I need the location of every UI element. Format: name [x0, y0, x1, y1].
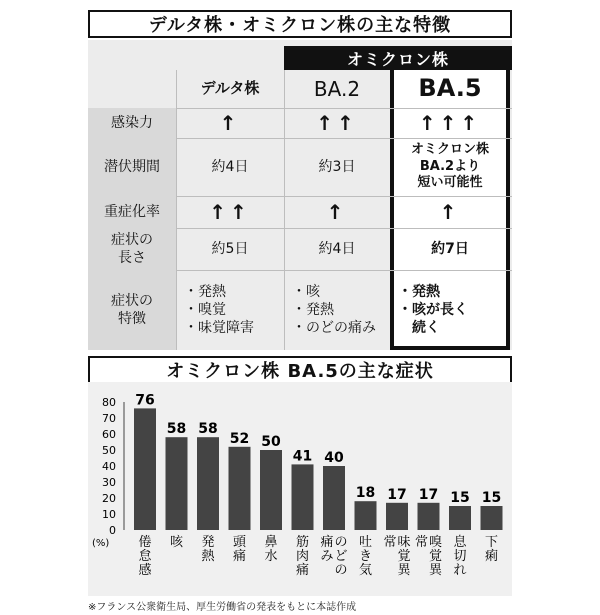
bar-value-label: 41 — [292, 448, 313, 465]
bar-8 — [386, 503, 408, 530]
bar-value-label: 15 — [450, 490, 470, 506]
chart-canvas — [88, 382, 512, 596]
y-tick-label: 0 — [109, 524, 116, 537]
bar-0 — [134, 408, 156, 530]
col-header-ba5: BA.5 — [418, 74, 482, 103]
col-header-delta: デルタ株 — [200, 79, 260, 98]
table-cell-delta-2: ↑↑ — [209, 200, 251, 224]
table-cell-delta-3: 約5日 — [211, 240, 249, 257]
table-cell-delta-1: 約4日 — [211, 158, 249, 175]
y-axis-label: (%) — [92, 538, 110, 549]
bar-9 — [418, 503, 440, 530]
bar-value-label: 40 — [324, 450, 344, 466]
category-label: 吐き気 — [358, 535, 373, 578]
table-cell-label-3: 症状の 長さ — [88, 228, 176, 270]
bar-7 — [355, 501, 377, 530]
table-cell-ba5-1: オミクロン株 BA.2より 短い可能性 — [410, 141, 489, 191]
col-header-ba2: BA.2 — [313, 77, 361, 101]
table-cell-ba2-3: 約4日 — [318, 240, 356, 257]
table-cell-ba5-0: ↑↑↑ — [418, 111, 482, 135]
y-tick-label: 60 — [102, 428, 116, 441]
bar-10 — [449, 506, 471, 530]
table-cell-label-4: 症状の 特徴 — [88, 270, 176, 350]
bar-value-label: 17 — [418, 486, 439, 503]
table-cell-label-2: 重症化率 — [88, 196, 176, 228]
category-label: 筋肉痛 — [295, 535, 310, 578]
y-tick-label: 50 — [102, 444, 116, 457]
bar-value-label: 18 — [355, 485, 376, 502]
y-tick-label: 40 — [102, 460, 116, 473]
category-label: 嗅覚異常 — [414, 535, 443, 578]
y-tick-label: 80 — [102, 396, 116, 409]
bar-value-label: 17 — [387, 486, 407, 503]
table-cell-ba5-4: ・発熱 ・咳が長く 続く — [398, 283, 468, 337]
bar-3 — [229, 447, 251, 530]
bar-4 — [260, 450, 282, 530]
y-tick-label: 30 — [102, 476, 116, 489]
table-cell-ba2-1: 約3日 — [318, 158, 356, 175]
table-cell-ba5-3: 約7日 — [431, 240, 469, 257]
omicron-header: オミクロン株 — [284, 46, 512, 70]
bar-6 — [323, 466, 345, 530]
category-label: 下痢 — [484, 535, 499, 564]
y-tick-label: 20 — [102, 492, 116, 505]
table-cell-label-0: 感染力 — [88, 108, 176, 138]
bar-11 — [481, 506, 503, 530]
category-label: のどの痛み — [320, 535, 348, 578]
table-cell-ba5-2: ↑ — [439, 200, 461, 224]
table-cell-ba2-0: ↑↑ — [316, 111, 358, 135]
bar-5 — [292, 464, 314, 530]
category-label: 味覚異常 — [383, 535, 411, 578]
footnote: ※フランス公衆衛生局、厚生労働省の発表をもとに本誌作成 — [88, 602, 357, 613]
category-label: 倦怠感 — [138, 535, 152, 578]
bar-value-label: 50 — [261, 434, 281, 450]
bar-value-label: 15 — [481, 490, 502, 506]
table-cell-label-1: 潜伏期間 — [88, 138, 176, 196]
category-label: 息切れ — [453, 535, 467, 578]
y-tick-label: 10 — [102, 508, 116, 521]
bar-value-label: 58 — [166, 421, 187, 438]
comparison-table — [88, 40, 512, 350]
bar-value-label: 52 — [229, 430, 250, 447]
chart-title: オミクロン株 BA.5の主な症状 — [88, 356, 512, 384]
bar-1 — [166, 437, 188, 530]
table-cell-delta-4: ・発熱 ・嗅覚 ・味覚障害 — [184, 283, 254, 337]
bar-2 — [197, 437, 219, 530]
y-tick-label: 70 — [102, 412, 116, 425]
category-label: 鼻水 — [264, 535, 278, 564]
bar-value-label: 58 — [198, 421, 218, 438]
category-label: 発熱 — [201, 535, 215, 564]
table-title: デルタ株・オミクロン株の主な特徴 — [88, 10, 512, 38]
category-label: 頭痛 — [232, 535, 247, 564]
category-label: 咳 — [169, 535, 184, 550]
table-cell-delta-0: ↑ — [219, 111, 241, 135]
table-cell-ba2-2: ↑ — [326, 200, 348, 224]
symptom-bar-chart — [88, 382, 512, 596]
table-cell-ba2-4: ・咳 ・発熱 ・のどの痛み — [292, 283, 376, 337]
bar-value-label: 76 — [135, 392, 155, 409]
